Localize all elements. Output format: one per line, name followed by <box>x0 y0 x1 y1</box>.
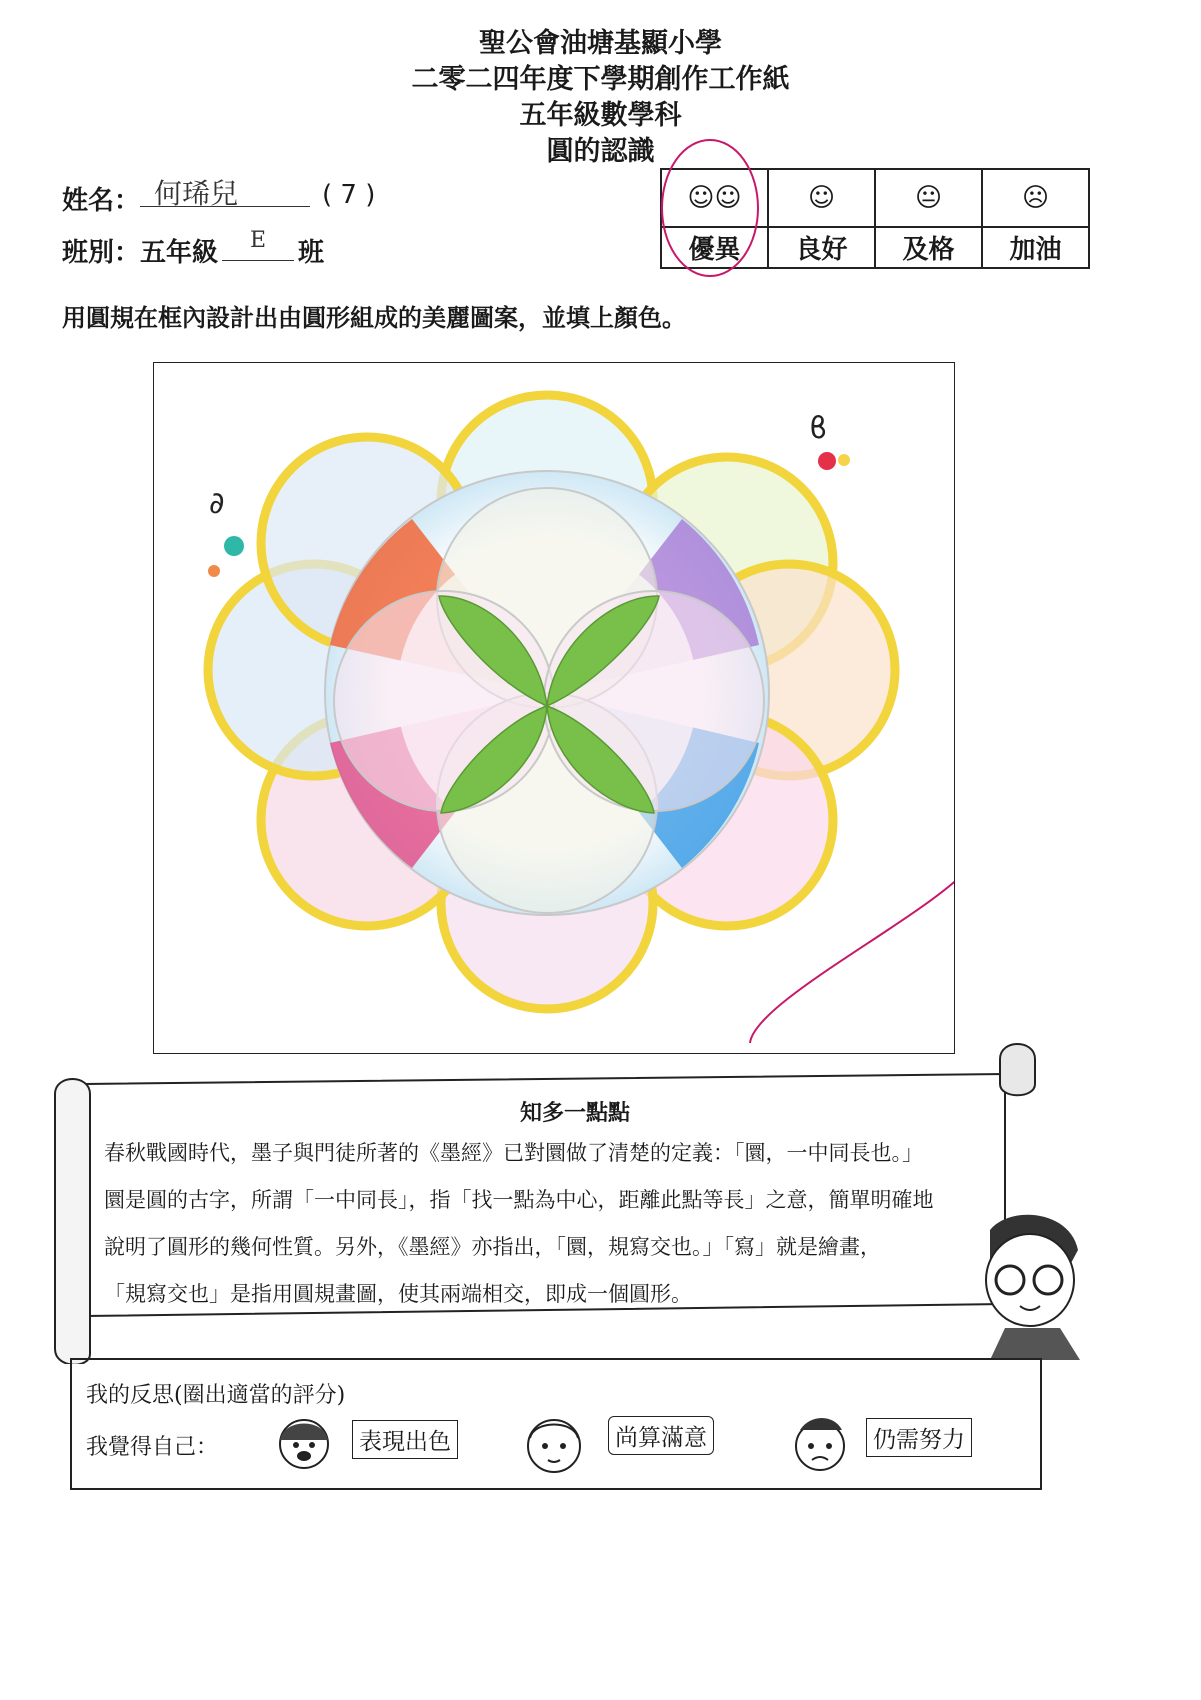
face-double-smile-icon: ☺☺ <box>661 169 768 227</box>
class-field[interactable] <box>222 228 294 261</box>
scroll-line: 圜是圓的古字，所謂「一中同長」，指「找一點為中心，距離此點等長」之意，簡單明確地 <box>104 1188 934 1212</box>
instruction-text: 用圓規在框內設計出由圓形組成的美麗圖案，並填上顏色。 <box>62 304 686 332</box>
worksheet-subject: 五年級數學科 <box>519 100 682 131</box>
content-boy-icon <box>520 1410 590 1478</box>
worksheet-term: 二零二四年度下學期創作工作紙 <box>411 64 790 95</box>
class-suffix: 班 <box>298 238 325 268</box>
class-label: 班別：五年級 <box>62 238 219 268</box>
face-smile-icon: ☺ <box>768 169 875 227</box>
class-number: ( 7 ) <box>322 180 376 210</box>
scroll-line: 春秋戰國時代，墨子與門徒所著的《墨經》已對圜做了清楚的定義：「圜，一中同長也。」 <box>104 1141 923 1165</box>
svg-text:∂: ∂ <box>209 486 225 521</box>
rating-pass[interactable]: 及格 <box>875 227 982 268</box>
face-frown-icon: ☹ <box>982 169 1089 227</box>
rating-improve[interactable]: 加油 <box>982 227 1089 268</box>
teacher-circle-mark <box>655 130 775 280</box>
happy-girl-icon <box>272 1412 342 1476</box>
circle-artwork <box>154 363 954 1053</box>
scroll-line: 說明了圓形的幾何性質。另外，《墨經》亦指出，「圜，規寫交也。」「寫」就是繪畫， <box>104 1235 881 1259</box>
cartoon-boy-icon <box>970 1210 1085 1360</box>
option-excellent[interactable]: 表現出色 <box>352 1420 458 1459</box>
school-name: 聖公會油塘基顯小學 <box>479 28 722 59</box>
option-needs-effort[interactable]: 仍需努力 <box>866 1418 972 1457</box>
worksheet-topic: 圓的認識 <box>546 136 655 167</box>
name-field[interactable] <box>140 172 310 210</box>
drawing-frame[interactable] <box>153 362 955 1054</box>
unhappy-boy-icon <box>786 1412 856 1476</box>
name-value: 何琋兒 <box>154 177 239 210</box>
scroll-title: 知多一點點 <box>519 1101 630 1126</box>
scroll-body <box>104 1130 1004 1318</box>
svg-text:ϐ: ϐ <box>809 411 828 446</box>
face-neutral-icon: 😐 <box>875 169 982 227</box>
reflection-title: 我的反思(圈出適當的評分) <box>86 1383 346 1408</box>
class-value: E <box>249 228 267 253</box>
name-label: 姓名： <box>62 186 141 216</box>
option-satisfied[interactable]: 尚算滿意 <box>608 1416 714 1455</box>
rating-excellent[interactable]: 優異 <box>661 227 768 268</box>
rating-good[interactable]: 良好 <box>768 227 875 268</box>
reflection-prompt: 我覺得自己： <box>86 1435 219 1460</box>
scroll-line: 「規寫交也」是指用圓規畫圖，使其兩端相交，即成一個圓形。 <box>104 1282 692 1306</box>
